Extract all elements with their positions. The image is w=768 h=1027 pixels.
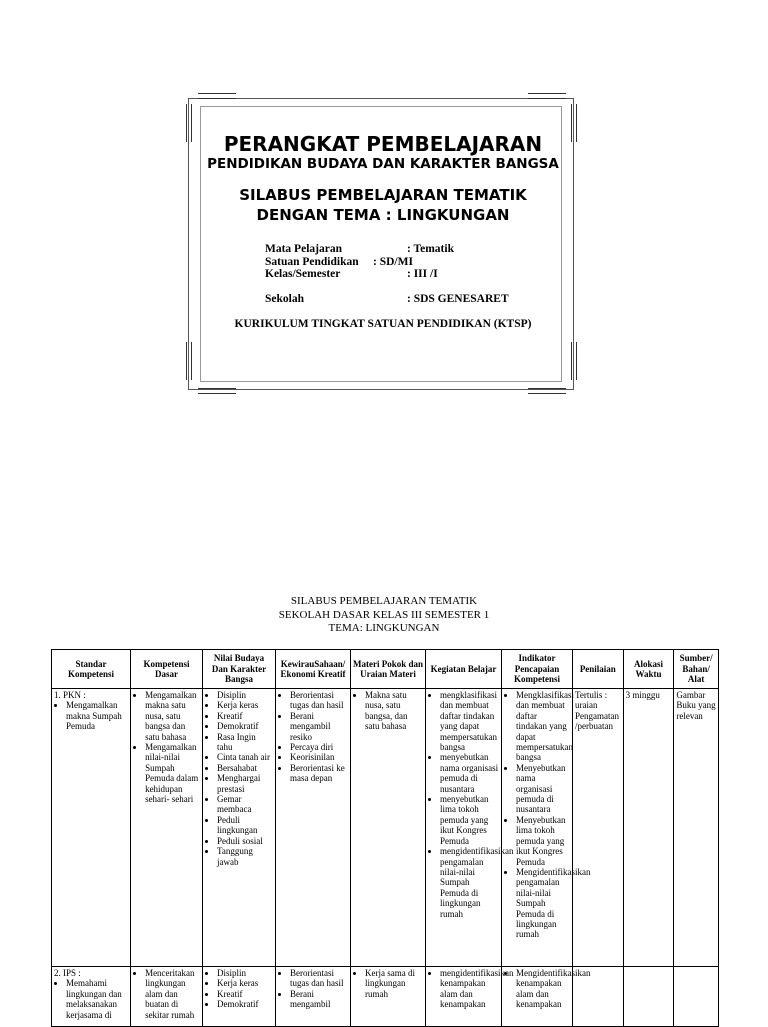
- list-item: • Rasa Ingin tahu: [217, 732, 273, 753]
- header-kewirausahaan: KewirauSahaan/ Ekonomi Kreatif: [276, 650, 351, 689]
- header-nilai-budaya: Nilai Budaya Dan Karakter Bangsa: [203, 650, 276, 689]
- sekolah-value: : SDS GENESARET: [407, 292, 509, 305]
- list-item: • mengidentifikasikan pengamalan nilai-nilai Sumpah Pemuda di lingkungan rumah: [440, 846, 499, 919]
- header-indikator: Indikator Pencapaian Kompetensi: [502, 650, 573, 689]
- list-item: • Kreatif: [217, 989, 273, 999]
- kelas-value: : III /I: [407, 268, 438, 280]
- syllabus-heading-line2: SEKOLAH DASAR KELAS III SEMESTER 1: [278, 608, 490, 621]
- list-item: • Disiplin: [217, 968, 273, 978]
- list-item: • Keorisinilan: [290, 752, 348, 762]
- cell-standar-kompetensi: [52, 967, 131, 1027]
- list-item: • Memahami lingkungan dan melaksanakan kerjasama di: [66, 978, 128, 1020]
- cover-subtitle: PENDIDIKAN BUDAYA DAN KARAKTER BANGSA: [207, 156, 559, 172]
- list-item: • Menyebutkan lima tokoh pemuda yang ikut Kongres Pemuda: [516, 815, 570, 867]
- list-item: • Demokratif: [217, 999, 273, 1009]
- list-item: • Berani mengambil: [290, 989, 348, 1010]
- syllabus-heading-line3: TEMA: LINGKUNGAN: [328, 622, 440, 634]
- syllabus-heading: [0, 595, 768, 636]
- table-row: [52, 967, 719, 1027]
- list-item: • menyebutkan nama organisasi pemuda di nusantara: [440, 752, 499, 794]
- frame-corner: [198, 388, 236, 394]
- cell-nilai-budaya: [203, 689, 276, 967]
- list-item: • Menceritakan lingkungan alam dan buatan di sekitar rumah: [145, 968, 200, 1020]
- list-item: • menyebutkan lima tokoh pemuda yang ikut Kongres Pemuda: [440, 794, 499, 846]
- cell-kewirausahaan: [276, 967, 351, 1027]
- cell-indikator: [502, 689, 591, 967]
- frame-corner: [528, 93, 566, 99]
- cell-kegiatan-belajar: [426, 967, 514, 1027]
- list-item: • Mengamalkan nilai-nilai Sumpah Pemuda dalam kehidupan sehari- sehari: [145, 742, 200, 804]
- subject-title: 2. IPS :: [54, 968, 81, 978]
- cover-title: PERANGKAT PEMBELAJARAN: [223, 132, 543, 156]
- frame-corner: [186, 342, 192, 380]
- header-penilaian: Penilaian: [572, 650, 623, 689]
- list-item: • Berorientasi tugas dan hasil: [290, 690, 348, 711]
- list-item: • mengklasifikasi dan membuat daftar tindakan yang dapat mempersatukan bangsa: [440, 690, 499, 752]
- sekolah-label: Sekolah: [265, 292, 304, 305]
- list-item: • Berorientasi tugas dan hasil: [290, 968, 348, 989]
- list-item: • Kerja keras: [217, 978, 273, 988]
- list-item: • Kreatif: [217, 711, 273, 721]
- header-kegiatan-belajar: Kegiatan Belajar: [426, 650, 502, 689]
- header-standar-kompetensi: Standar Kompetensi: [52, 650, 131, 689]
- list-item: • Cinta tanah air: [217, 752, 273, 762]
- list-item: • Berani mengambil resiko: [290, 711, 348, 742]
- list-item: • Peduli lingkungan: [217, 815, 273, 836]
- cell-penilaian: Tertulis : uraian Pengamatan /perbuatan: [572, 689, 623, 967]
- mapel-value: : Tematik: [407, 243, 454, 255]
- list-item: • Peduli sosial: [217, 836, 273, 846]
- list-item: • Disiplin: [217, 690, 273, 700]
- header-alokasi-waktu: Alokasi Waktu: [623, 650, 674, 689]
- header-sumber: Sumber/ Bahan/ Alat: [674, 650, 719, 689]
- mapel-label: Mata Pelajaran: [265, 243, 342, 255]
- list-item: • Kerja keras: [217, 700, 273, 710]
- list-item: • Mengidentifikasikan kenampakan alam dan kenampakan: [516, 968, 570, 1010]
- cell-kompetensi-dasar: [131, 689, 203, 967]
- frame-corner: [528, 388, 566, 394]
- list-item: • Tanggung jawab: [217, 846, 273, 867]
- frame-corner: [198, 93, 236, 99]
- list-item: • Kerja sama di lingkungan rumah: [365, 968, 423, 999]
- list-item: • Mengklasifikasi dan membuat daftar tindakan yang dapat mempersatukan bangsa: [516, 690, 570, 763]
- list-item: • Mengamalkan makna satu nusa, satu bangsa dan satu bahasa: [145, 690, 200, 742]
- cell-standar-kompetensi: [52, 689, 131, 967]
- syllabus-heading-line1: SILABUS PEMBELAJARAN TEMATIK: [290, 595, 478, 607]
- cell-kewirausahaan: [276, 689, 351, 967]
- cell-sumber: Gambar Buku yang relevan: [674, 689, 719, 967]
- cell-kompetensi-dasar: [131, 967, 203, 1027]
- list-item: • Percaya diri: [290, 742, 348, 752]
- cell-alokasi-waktu: 3 minggu: [623, 689, 674, 967]
- list-item: • Makna satu nusa, satu bangsa, dan satu bahasa: [365, 690, 423, 732]
- kelas-label: Kelas/Semester: [265, 268, 341, 280]
- table-header-row: [52, 650, 719, 689]
- curriculum-label: KURIKULUM TINGKAT SATUAN PENDIDIKAN (KTSP): [234, 318, 532, 330]
- list-item: • Gemar membaca: [217, 794, 273, 815]
- list-item: • Mengidentifikasikan pengamalan nilai-nilai Sumpah Pemuda di lingkungan rumah: [516, 867, 570, 940]
- list-item: • Berorientasi ke masa depan: [290, 763, 348, 784]
- cell-nilai-budaya: [203, 967, 276, 1027]
- table-row: [52, 689, 719, 967]
- cover-heading-1: SILABUS PEMBELAJARAN TEMATIK: [239, 186, 527, 204]
- frame-corner: [571, 342, 577, 380]
- list-item: • mengidentifikasikan kenampakan alam dan kenampakan: [440, 968, 499, 1010]
- cover-page: [188, 94, 578, 394]
- cell-sumber: [674, 967, 719, 1027]
- cell-materi-pokok: [351, 689, 426, 967]
- subject-title: 1. PKN :: [54, 690, 86, 700]
- header-kompetensi-dasar: Kompetensi Dasar: [131, 650, 203, 689]
- satuan-label: Satuan Pendidikan: [265, 255, 359, 268]
- satuan-value: : SD/MI: [373, 255, 413, 268]
- list-item: • Bersahabat: [217, 763, 273, 773]
- cell-kegiatan-belajar: [426, 689, 514, 967]
- list-item: • Mengamalkan makna Sumpah Pemuda: [66, 700, 128, 731]
- syllabus-table: [51, 649, 719, 1027]
- header-materi-pokok: Materi Pokok dan Uraian Materi: [351, 650, 426, 689]
- list-item: • Menghargai prestasi: [217, 773, 273, 794]
- list-item: • Demokratif: [217, 721, 273, 731]
- list-item: • Menyebutkan nama organisasi pemuda di nusantara: [516, 763, 570, 815]
- cell-alokasi-waktu: [623, 967, 674, 1027]
- cell-materi-pokok: [351, 967, 426, 1027]
- cover-heading-2: DENGAN TEMA : LINGKUNGAN: [256, 206, 510, 224]
